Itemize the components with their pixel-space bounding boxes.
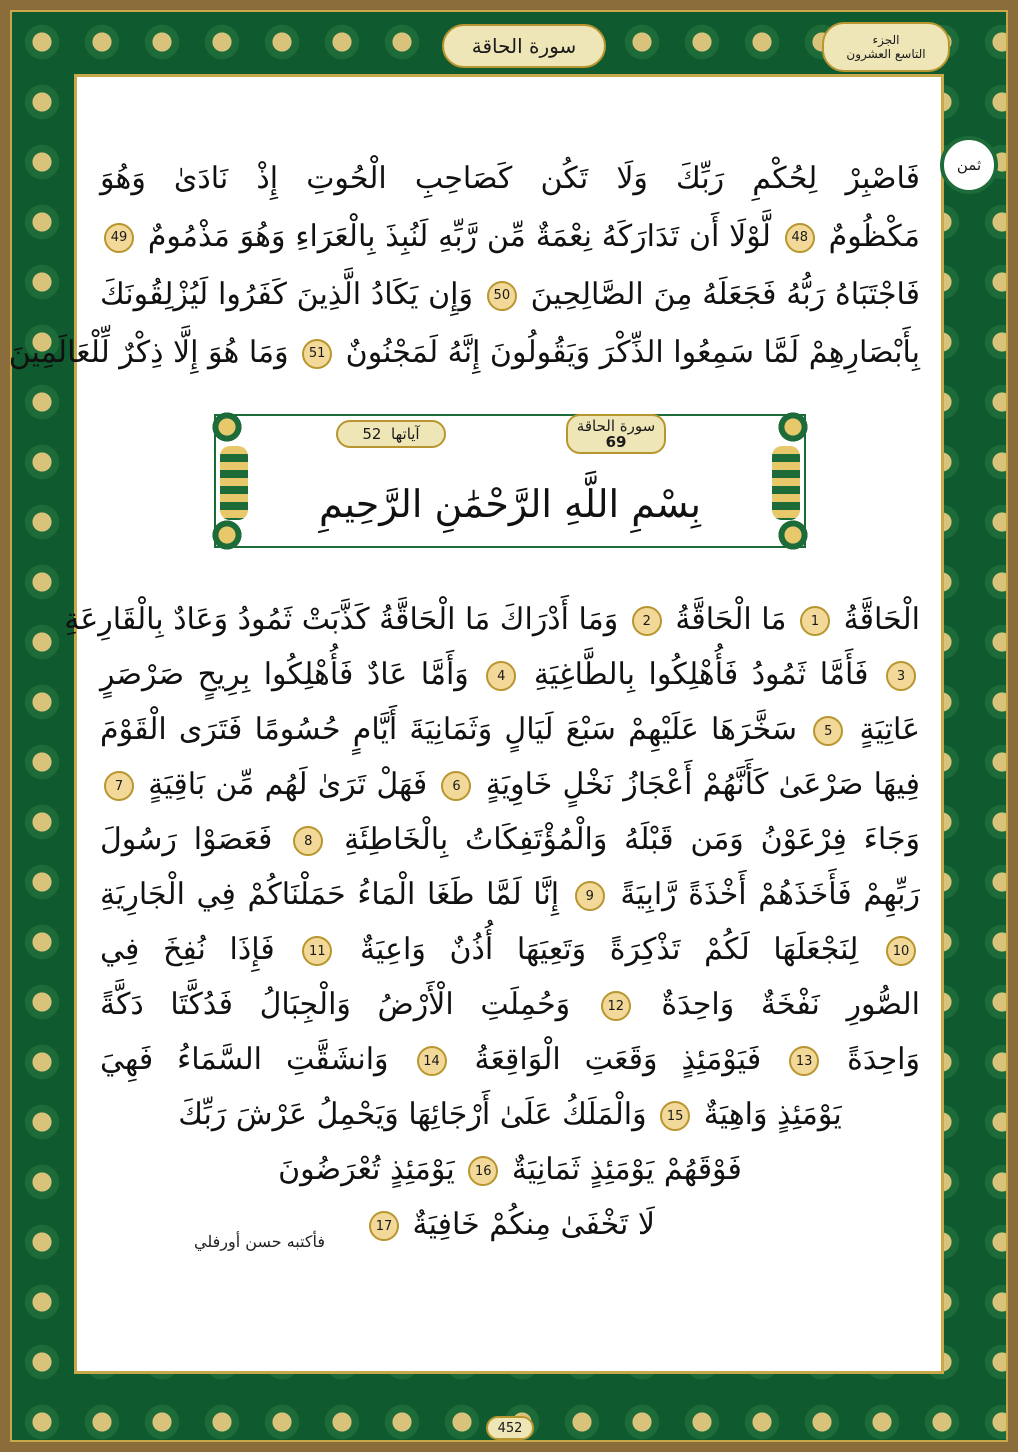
surah-number: 69 (605, 433, 627, 451)
verse-line: يَوْمَئِذٍ وَاهِيَةٌ 15 وَالْمَلَكُ عَلَىٰ أَرْجَائِهَا وَيَحْمِلُ عَرْشَ رَبِّكَ (178, 1097, 842, 1132)
ayah-number-marker: 17 (369, 1211, 399, 1241)
hizb-badge: ثمن (940, 136, 998, 194)
corner-ornament (210, 410, 244, 444)
verse-line: 10 لِنَجْعَلَهَا لَكُمْ تَذْكِرَةً وَتَعِيَهَا أُذُنٌ وَاعِيَةٌ 11 فَإِذَا نُفِخَ فِي (100, 922, 920, 977)
verse-line: 3 فَأَمَّا ثَمُودُ فَأُهْلِكُوا بِالطَّاغِيَةِ 4 وَأَمَّا عَادٌ فَأُهْلِكُوا بِرِيحٍ صَرْصَرٍ (100, 647, 920, 702)
ayat-label: آياتها (391, 425, 420, 443)
surah-name-header: سورة الحاقة (442, 24, 606, 68)
juz-name: التاسع العشرون (846, 47, 926, 61)
ayah-number-marker: 10 (886, 936, 916, 966)
corner-ornament (210, 518, 244, 552)
ayah-number-marker: 11 (302, 936, 332, 966)
ayah-number-marker: 16 (468, 1156, 498, 1186)
ayah-number-marker: 48 (785, 223, 815, 253)
verse-line: فِيهَا صَرْعَىٰ كَأَنَّهُمْ أَعْجَازُ نَخْلٍ خَاوِيَةٍ 6 فَهَلْ تَرَىٰ لَهُم مِّن بَاقِيَةٍ 7 (100, 757, 920, 812)
ayah-number-marker: 15 (660, 1101, 690, 1131)
corner-ornament (776, 410, 810, 444)
verse-line: بِأَبْصَارِهِمْ لَمَّا سَمِعُوا الذِّكْرَ وَيَقُولُونَ إِنَّهُ لَمَجْنُونٌ 51 وَمَا هُوَ إِلَّا ذِكْرٌ لِّلْعَالَمِينَ (8, 335, 920, 370)
ayah-number-marker: 13 (789, 1046, 819, 1076)
verse-line: عَاتِيَةٍ 5 سَخَّرَهَا عَلَيْهِمْ سَبْعَ لَيَالٍ وَثَمَانِيَةَ أَيَّامٍ حُسُومًا فَتَرَى الْقَوْمَ (100, 712, 920, 747)
ayah-number-marker: 51 (302, 339, 332, 369)
side-ornament (772, 446, 800, 520)
surah-title-cartouche (566, 414, 666, 454)
side-ornament (220, 446, 248, 520)
verse-line: الصُّورِ نَفْخَةٌ وَاحِدَةٌ 12 وَحُمِلَتِ الْأَرْضُ وَالْجِبَالُ فَدُكَّتَا دَكَّةً (100, 987, 920, 1022)
verses-main-block (64, 592, 921, 1252)
verse-line: فَاجْتَبَاهُ رَبُّهُ فَجَعَلَهُ مِنَ الصَّالِحِينَ 50 وَإِن يَكَادُ الَّذِينَ كَفَرُوا لَيُزْلِقُونَكَ (100, 277, 920, 312)
ayah-number-marker: 4 (486, 661, 516, 691)
ayah-number-marker: 50 (487, 281, 517, 311)
verse-line: الْحَاقَّةُ 1 مَا الْحَاقَّةُ 2 وَمَا أَدْرَاكَ مَا الْحَاقَّةُ كَذَّبَتْ ثَمُودُ وَعَادٌ بِالْقَارِعَةِ (64, 602, 920, 637)
ayah-number-marker: 14 (417, 1046, 447, 1076)
ayah-number-marker: 1 (800, 606, 830, 636)
calligrapher-signature: فأكتبه حسن أورفلي (194, 1232, 326, 1251)
juz-header (822, 22, 950, 72)
basmala: بِسْمِ اللَّهِ الرَّحْمَٰنِ الرَّحِيمِ (319, 482, 701, 526)
verse-line: مَكْظُومٌ 48 لَّوْلَا أَن تَدَارَكَهُ نِعْمَةٌ مِّن رَّبِّهِ لَنُبِذَ بِالْعَرَاءِ وَهُوَ مَذْمُومٌ 49 (100, 208, 920, 266)
verse-line: لَا تَخْفَىٰ مِنكُمْ خَافِيَةٌ 17 (100, 1197, 920, 1252)
ayat-count-cartouche (336, 420, 446, 448)
verse-line: فَوْقَهُمْ يَوْمَئِذٍ ثَمَانِيَةٌ 16 يَوْمَئِذٍ تُعْرَضُونَ (278, 1152, 742, 1187)
verse-line: وَجَاءَ فِرْعَوْنُ وَمَن قَبْلَهُ وَالْمُؤْتَفِكَاتُ بِالْخَاطِئَةِ 8 فَعَصَوْا رَسُولَ (100, 822, 920, 857)
verses-top-block (8, 150, 920, 382)
corner-ornament (776, 518, 810, 552)
ayat-count: 52 (362, 425, 382, 443)
ayah-number-marker: 3 (886, 661, 916, 691)
verse-line: رَبِّهِمْ فَأَخَذَهُمْ أَخْذَةً رَّابِيَةً 9 إِنَّا لَمَّا طَغَا الْمَاءُ حَمَلْنَاكُمْ فِي الْجَارِيَةِ (100, 877, 921, 912)
surah-title-box (214, 414, 806, 548)
juz-label: الجزء (872, 33, 900, 47)
ayah-number-marker: 9 (575, 881, 605, 911)
verse-line: وَاحِدَةً 13 فَيَوْمَئِذٍ وَقَعَتِ الْوَاقِعَةُ 14 وَانشَقَّتِ السَّمَاءُ فَهِيَ (100, 1042, 920, 1077)
page-number: 452 (486, 1416, 534, 1440)
verse-line: فَاصْبِرْ لِحُكْمِ رَبِّكَ وَلَا تَكُن كَصَاحِبِ الْحُوتِ إِذْ نَادَىٰ وَهُوَ (100, 161, 920, 196)
surah-title-name: سورة الحاقة (576, 417, 656, 435)
ayah-number-marker: 8 (293, 826, 323, 856)
ayah-number-marker: 12 (601, 991, 631, 1021)
ayah-number-marker: 7 (104, 771, 134, 801)
ayah-number-marker: 2 (632, 606, 662, 636)
ayah-number-marker: 6 (441, 771, 471, 801)
ayah-number-marker: 5 (813, 716, 843, 746)
ayah-number-marker: 49 (104, 223, 134, 253)
